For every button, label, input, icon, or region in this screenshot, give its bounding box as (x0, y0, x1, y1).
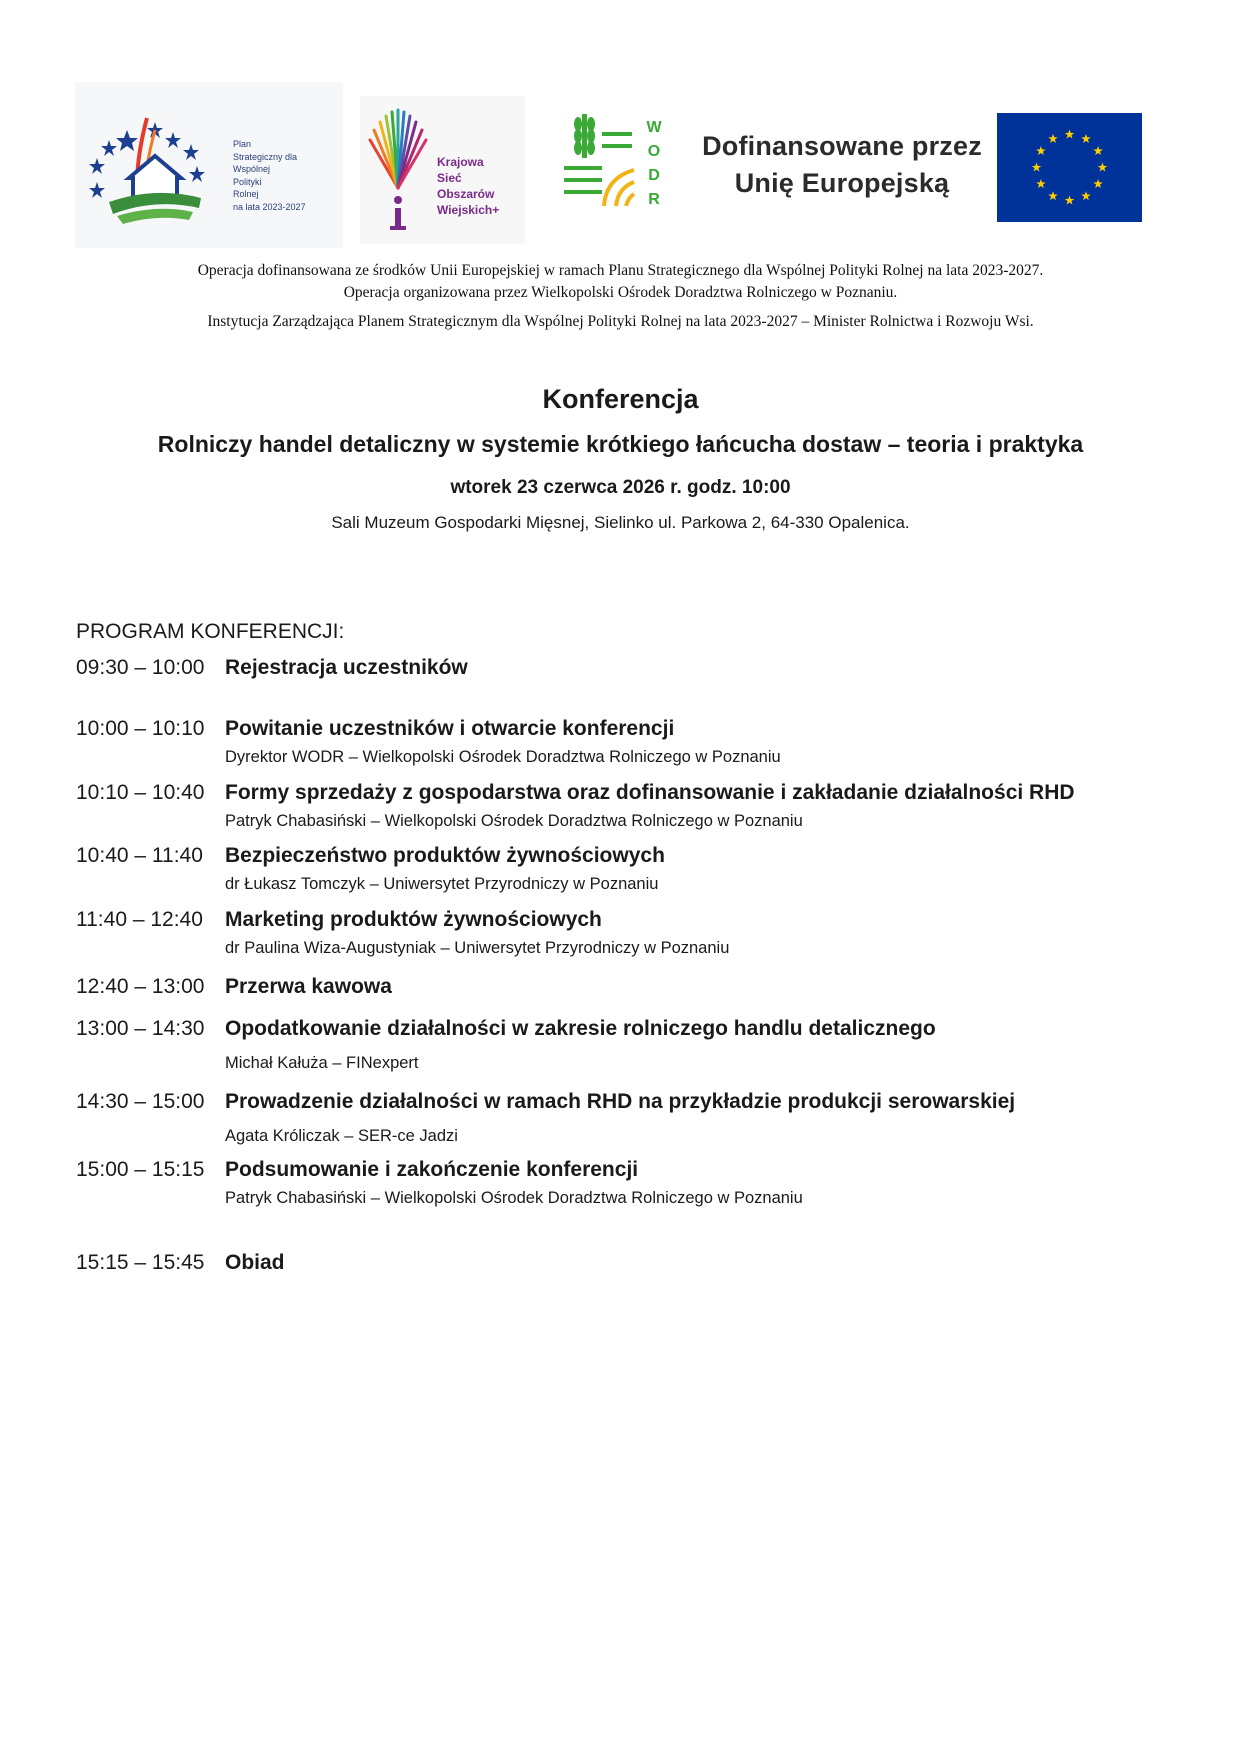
eu-star-icon (1081, 134, 1091, 143)
program-item-speaker: Patryk Chabasiński – Wielkopolski Ośrodek Doradztwa Rolniczego w Poznaniu (225, 812, 803, 830)
program-item-time: 13:00 – 14:30 (76, 1017, 205, 1040)
eu-star-icon (1098, 163, 1108, 172)
psp-text-line: Wspólnej (233, 164, 271, 174)
funding-note (60, 260, 1181, 304)
program-item-title: Opodatkowanie działalności w zakresie rolniczego handlu detalicznego (225, 1017, 936, 1040)
program-item-time: 15:15 – 15:45 (76, 1251, 205, 1274)
program-item-title: Prowadzenie działalności w ramach RHD na przykładzie produkcji serowarskiej (225, 1090, 1016, 1113)
program-item-title: Marketing produktów żywnościowych (225, 908, 602, 931)
ksow-logo-text (437, 154, 499, 218)
funding-note-line-2: Operacja organizowana przez Wielkopolski Ośrodek Doradztwa Rolniczego w Poznaniu. (343, 284, 898, 301)
program-item-speaker: dr Łukasz Tomczyk – Uniwersytet Przyrodniczy w Poznaniu (225, 875, 659, 893)
program-item-time: 10:40 – 11:40 (76, 844, 203, 867)
eu-star-icon (1065, 196, 1075, 205)
ksow-fan-icon (360, 96, 435, 244)
conference-place: Sali Muzeum Gospodarki Mięsnej, Sielinko ul. Parkowa 2, 64-330 Opalenica. (331, 513, 910, 532)
psp-logo-text (233, 138, 306, 213)
psp-text-line: Rolnej (233, 189, 259, 199)
ksow-text-line: Krajowa (437, 155, 484, 169)
program-item-time: 12:40 – 13:00 (76, 975, 205, 998)
program-item-title: Bezpieczeństwo produktów żywnościowych (225, 844, 665, 867)
eu-star-icon (1048, 134, 1058, 143)
program-item-speaker: Michał Kałuża – FINexpert (225, 1054, 419, 1072)
eu-star-icon (1036, 179, 1046, 188)
eu-funding-text (692, 128, 992, 208)
program-heading: PROGRAM KONFERENCJI: (76, 620, 345, 643)
managing-authority-note: Instytucja Zarządzająca Planem Strategicznym dla Wspólnej Polityki Rolnej na lata 2023-2027 – Minister Rolnictwa i Rozwoju Wsi. (207, 313, 1034, 330)
program-item-title: Powitanie uczestników i otwarcie konferencji (225, 717, 675, 740)
program-item-time: 09:30 – 10:00 (76, 656, 205, 679)
wodr-logo (560, 110, 670, 220)
ksow-logo (360, 96, 525, 244)
wodr-letter-d: D (648, 167, 660, 184)
eu-star-icon (1081, 191, 1091, 200)
program-item-speaker: Dyrektor WODR – Wielkopolski Ośrodek Doradztwa Rolniczego w Poznaniu (225, 748, 781, 766)
psp-text-line: Polityki (233, 176, 262, 187)
eu-stars-icon (997, 113, 1142, 222)
program-item-title: Podsumowanie i zakończenie konferencji (225, 1158, 639, 1181)
eu-star-icon (1048, 191, 1058, 200)
ksow-text-line: Sieć (437, 171, 462, 185)
conference-subtitle: Rolniczy handel detaliczny w systemie krótkiego łańcucha dostaw – teoria i praktyka (157, 431, 1084, 457)
psp-logo (75, 82, 343, 248)
eu-text-line-1: Dofinansowane przez (702, 131, 982, 161)
funding-note-line-1: Operacja dofinansowana ze środków Unii Europejskiej w ramach Planu Strategicznego dla Wspólnej Polityki Rolnej na lata 2023-2027. (197, 262, 1044, 279)
program-item-time: 14:30 – 15:00 (76, 1090, 205, 1113)
wodr-letter-r: R (648, 191, 660, 208)
wodr-letter-o: O (647, 143, 661, 160)
psp-text-line: Strategiczny dla (233, 151, 298, 162)
program-item-title: Obiad (225, 1251, 285, 1274)
wodr-letter-w: W (646, 119, 662, 136)
eu-star-icon (1065, 130, 1075, 139)
program-item-time: 10:10 – 10:40 (76, 781, 205, 804)
conference-date: wtorek 23 czerwca 2026 r. godz. 10:00 (450, 477, 791, 498)
program-item-speaker: Patryk Chabasiński – Wielkopolski Ośrodek Doradztwa Rolniczego w Poznaniu (225, 1189, 803, 1207)
psp-text-line: na lata 2023-2027 (233, 201, 306, 212)
psp-text-line: Plan (233, 139, 252, 149)
ksow-text-line: Obszarów (437, 187, 495, 201)
psp-emblem-icon (75, 82, 235, 248)
program-item-title: Formy sprzedaży z gospodarstwa oraz dofinansowanie i zakładanie działalności RHD (225, 781, 1075, 804)
program-item-speaker: Agata Króliczak – SER-ce Jadzi (225, 1127, 458, 1145)
program-item-speaker: dr Paulina Wiza-Augustyniak – Uniwersytet Przyrodniczy w Poznaniu (225, 939, 730, 957)
eu-star-icon (1093, 146, 1103, 155)
page-title: Konferencja (542, 384, 699, 414)
wodr-emblem-icon (560, 110, 670, 220)
eu-star-icon (1093, 179, 1103, 188)
program-item-title: Przerwa kawowa (225, 975, 392, 998)
eu-text-line-2: Unię Europejską (734, 168, 950, 198)
program-item-time: 15:00 – 15:15 (76, 1158, 205, 1181)
logo-strip (0, 0, 1241, 260)
ksow-text-line: Wiejskich+ (437, 203, 500, 217)
eu-star-icon (1036, 146, 1046, 155)
program-item-time: 11:40 – 12:40 (76, 908, 203, 931)
program-item-time: 10:00 – 10:10 (76, 717, 205, 740)
eu-flag (997, 113, 1142, 222)
program-item-title: Rejestracja uczestników (225, 656, 468, 679)
eu-star-icon (1032, 163, 1042, 172)
